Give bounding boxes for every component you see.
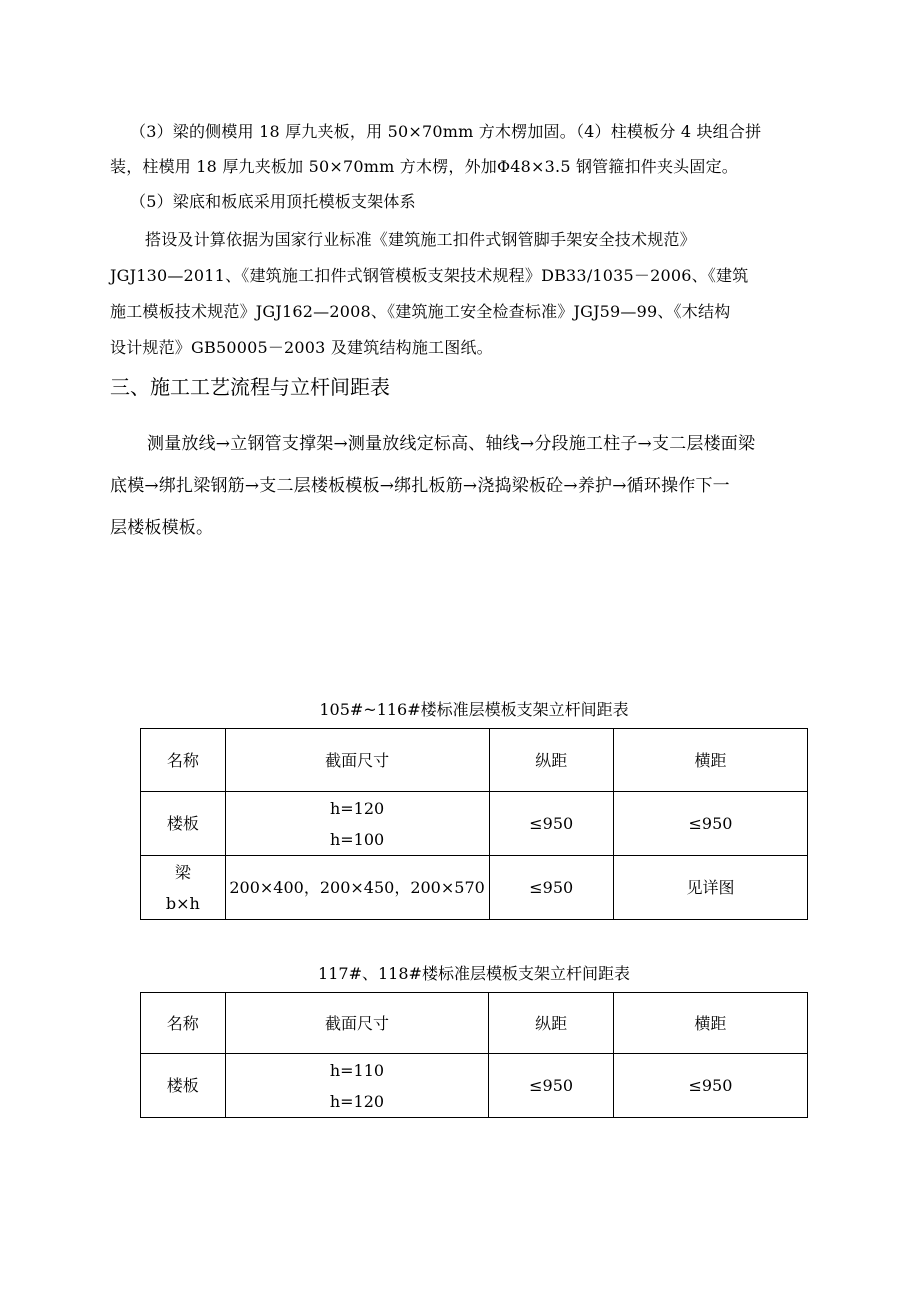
header-trans: 横距 bbox=[613, 993, 807, 1054]
process-line: 测量放线→立钢管支撑架→测量放线定标高、轴线→分段施工柱子→支二层楼面梁 bbox=[147, 434, 756, 454]
cell-long: ≤950 bbox=[489, 792, 613, 856]
header-name: 名称 bbox=[141, 729, 226, 792]
paragraph-line: 搭设及计算依据为国家行业标准《建筑施工扣件式钢管脚手架安全技术规范》 bbox=[145, 230, 696, 249]
process-line: 层楼板模板。 bbox=[110, 518, 214, 538]
header-size: 截面尺寸 bbox=[225, 993, 489, 1054]
paragraph-line: （3）梁的侧模用 18 厚九夹板，用 50×70mm 方木楞加固。（4）柱模板分 4 块组合拼 bbox=[130, 122, 762, 141]
paragraph-line: 装，柱模用 18 厚九夹板加 50×70mm 方木楞，外加Φ48×3.5 钢管箍扣件夹头固定。 bbox=[110, 157, 738, 176]
table-row bbox=[141, 1054, 808, 1118]
paragraph-line: 设计规范》GB50005－2003 及建筑结构施工图纸。 bbox=[110, 338, 493, 357]
spacing-table-1 bbox=[140, 728, 808, 920]
cell-size: 200×400，200×450，200×570 bbox=[225, 856, 489, 920]
table-row bbox=[141, 792, 808, 856]
section-heading: 三、施工工艺流程与立杆间距表 bbox=[110, 375, 390, 399]
cell-size bbox=[225, 1054, 489, 1118]
cell-name-line: b×h bbox=[165, 893, 200, 913]
table1-caption: 105#~116#楼标准层模板支架立杆间距表 bbox=[319, 700, 629, 719]
table2-caption: 117#、118#楼标准层模板支架立杆间距表 bbox=[318, 964, 630, 983]
cell-name: 楼板 bbox=[141, 1054, 226, 1118]
process-line: 底模→绑扎梁钢筋→支二层楼板模板→绑扎板筋→浇捣梁板砼→养护→循环操作下一 bbox=[110, 476, 730, 496]
cell-size bbox=[225, 792, 489, 856]
header-name: 名称 bbox=[141, 993, 226, 1054]
paragraph-line: 施工模板技术规范》JGJ162—2008、《建筑施工安全检查标准》JGJ59—99、《木结构 bbox=[110, 302, 731, 321]
cell-size-line: h=100 bbox=[329, 829, 385, 849]
header-long: 纵距 bbox=[489, 993, 614, 1054]
cell-trans: ≤950 bbox=[613, 792, 807, 856]
paragraph-line: （5）梁底和板底采用顶托模板支架体系 bbox=[130, 192, 416, 211]
cell-trans: 见详图 bbox=[613, 856, 807, 920]
cell-long: ≤950 bbox=[489, 856, 613, 920]
cell-name bbox=[141, 856, 226, 920]
cell-size-line: h=120 bbox=[329, 1091, 385, 1111]
cell-long: ≤950 bbox=[489, 1054, 614, 1118]
cell-size-line: h=110 bbox=[329, 1060, 385, 1080]
cell-size-line: h=120 bbox=[329, 798, 385, 818]
header-trans: 横距 bbox=[613, 729, 807, 792]
paragraph-line: JGJ130—2011、《建筑施工扣件式钢管模板支架技术规程》DB33/1035－2006、《建筑 bbox=[110, 266, 749, 285]
table-header-row bbox=[141, 993, 808, 1054]
header-size: 截面尺寸 bbox=[225, 729, 489, 792]
cell-name-line: 梁 bbox=[174, 862, 191, 882]
spacing-table-2 bbox=[140, 992, 808, 1118]
header-long: 纵距 bbox=[489, 729, 613, 792]
cell-name: 楼板 bbox=[141, 792, 226, 856]
table-header-row bbox=[141, 729, 808, 792]
table-row bbox=[141, 856, 808, 920]
cell-trans: ≤950 bbox=[613, 1054, 807, 1118]
